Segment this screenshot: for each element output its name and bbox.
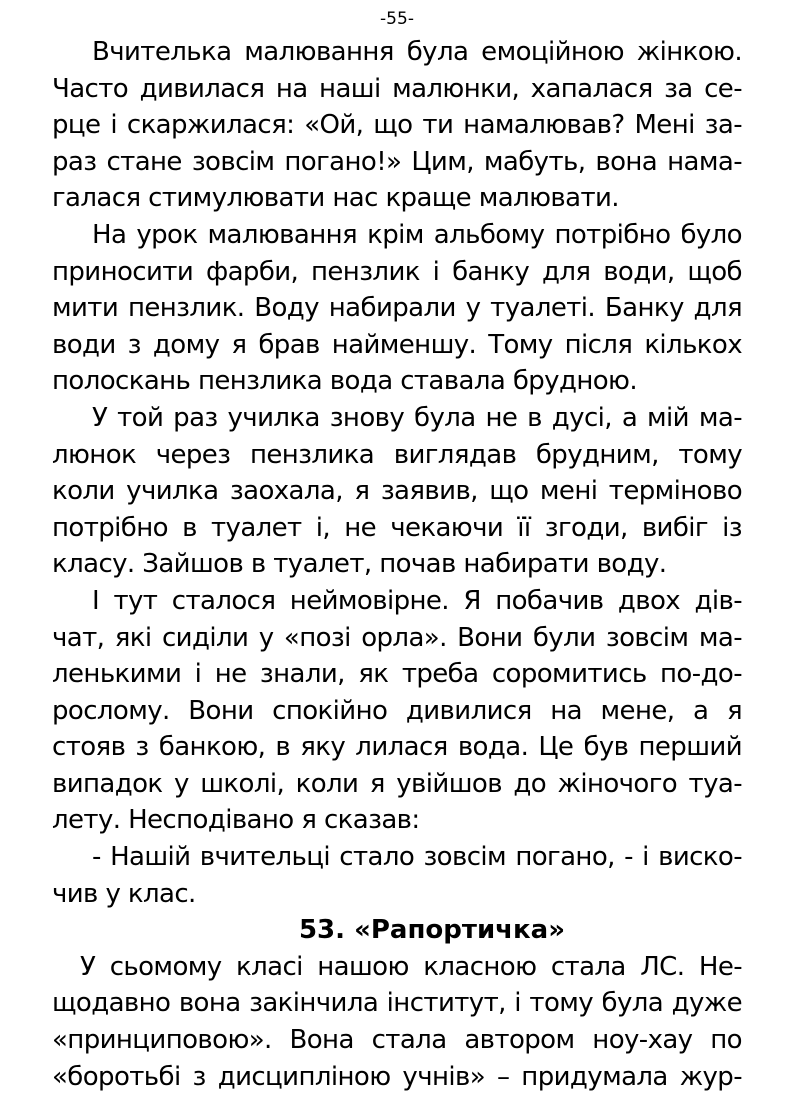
text-line: води з дому я брав найменшу. Тому після кількох <box>52 329 742 360</box>
text-line: галася стимулювати нас краще малювати. <box>52 183 619 214</box>
text-line: «принциповою». Вона стала автором ноу-хау по <box>52 1025 742 1056</box>
text-line: чив у клас. <box>52 878 196 909</box>
text-line: потрібно в туалет і, не чекаючи її згоди, вибіг із <box>52 512 742 543</box>
text-line: приносити фарби, пензлик і банку для води, щоб <box>52 256 742 287</box>
chapter-heading: 53. «Рапортичка» <box>298 915 566 946</box>
text-line: класу. Зайшов в туалет, почав набирати воду. <box>52 549 667 580</box>
text-line: чат, які сиділи у «позі орла». Вони були зовсім ма- <box>52 622 742 653</box>
text-line: коли училка заохала, я заявив, що мені терміново <box>52 476 742 507</box>
text-line: Часто дивилася на наші малюнки, хапалася за се- <box>52 73 742 104</box>
text-line: стояв з банкою, в яку лилася вода. Це був перший <box>52 732 742 763</box>
text-line: Вчителька малювання була емоційною жінкою. <box>92 37 742 67</box>
text-line: люнок через пензлика виглядав брудним, тому <box>52 439 742 470</box>
text-line: щодавно вона закінчила інститут, і тому була дуже <box>52 988 742 1019</box>
text-line: лету. Несподівано я сказав: <box>52 805 420 836</box>
text-line: «боротьбі з дисципліною учнів» – придумала жур- <box>52 1061 742 1092</box>
text-line: рослому. Вони спокійно дивилися на мене, а я <box>52 695 742 726</box>
text-line: випадок у школі, коли я увійшов до жіночого туа- <box>52 768 742 799</box>
text-line: раз стане зовсім погано!» Цим, мабуть, вона нама- <box>52 146 742 177</box>
text-line: - Нашій вчительці стало зовсім погано, - і виско- <box>92 842 742 873</box>
text-line: рце і скаржилася: «Ой, що ти намалював? Мені за- <box>52 110 742 141</box>
text-line: полоскань пензлика вода ставала брудною. <box>52 366 637 397</box>
text-line: У той раз училка знову була не в дусі, а мій ма- <box>92 402 742 433</box>
page-number: -55- <box>380 9 414 29</box>
text-line: І тут сталося неймовірне. Я побачив двох дів- <box>92 585 742 616</box>
text-line: мити пензлик. Воду набирали у туалеті. Банку для <box>52 293 742 324</box>
book-text <box>52 34 742 1095</box>
text-line: ленькими і не знали, як треба соромитись по-до- <box>52 659 742 690</box>
text-line: У сьомому класі нашою класною стала ЛС. Не- <box>80 951 742 982</box>
text-line: На урок малювання крім альбому потрібно було <box>92 219 742 250</box>
